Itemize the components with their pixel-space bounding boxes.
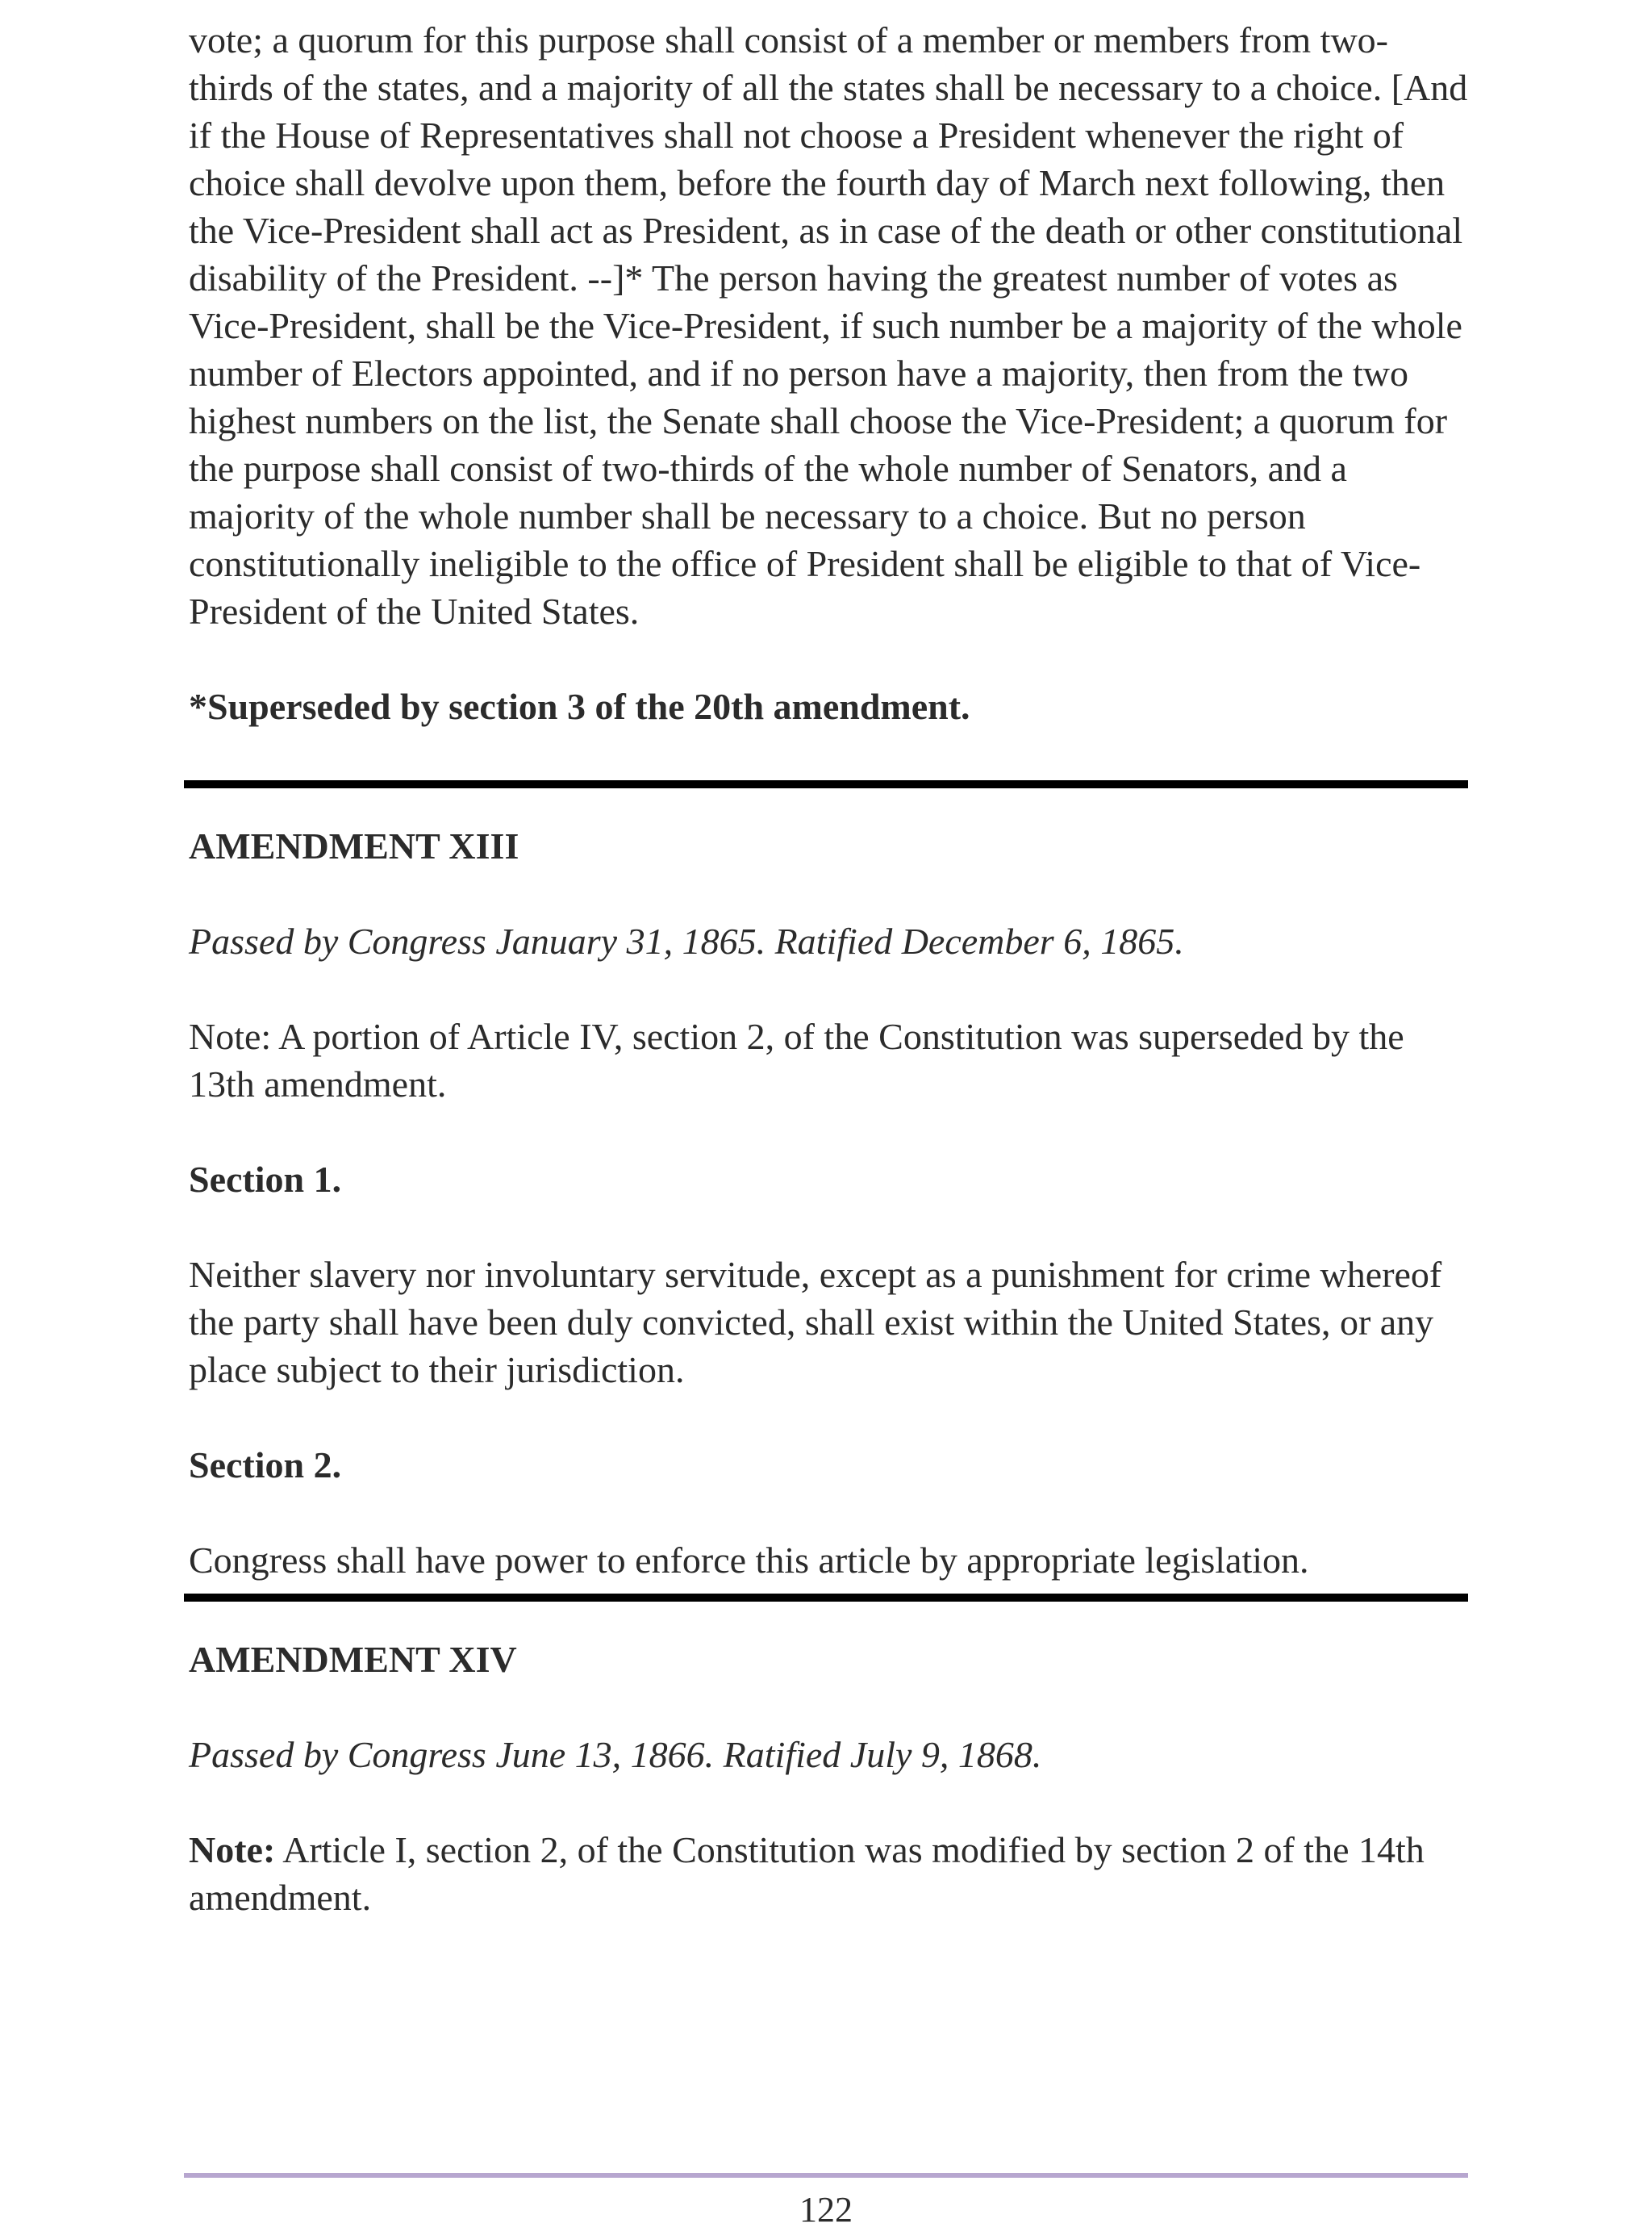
amendment-note bbox=[189, 1826, 1471, 1921]
section-divider bbox=[184, 1594, 1468, 1602]
passed-ratified-line: Passed by Congress June 13, 1866. Ratified July 9, 1868. bbox=[189, 1734, 1042, 1775]
section-text: Congress shall have power to enforce this article by appropriate legislation. bbox=[189, 1540, 1309, 1581]
intro-paragraph: vote; a quorum for this purpose shall consist of a member or members from two-thirds of the states, and a majority of all the states shall be necessary to a choice. [And if the House of Representatives shall not choose a President whenever the right of choice shall devolve upon them, before the fourth day of March next following, then the Vice-President shall act as President, as in case of the death or other constitutional disability of the President. --]* The person having the greatest number of votes as Vice-President, shall be the Vice-President, if such number be a majority of the whole number of Electors appointed, and if no person have a majority, then from the two highest numbers on the list, the Senate shall choose the Vice-President; a quorum for the purpose shall consist of two-thirds of the whole number of Senators, and a majority of the whole number shall be necessary to a choice. But no person constitutionally ineligible to the office of President shall be eligible to that of Vice-President of the United States. bbox=[189, 19, 1468, 632]
footer-divider bbox=[184, 2173, 1468, 2178]
section-heading: Section 2. bbox=[189, 1444, 342, 1485]
section-heading: Section 1. bbox=[189, 1159, 342, 1200]
superseded-footnote: *Superseded by section 3 of the 20th amendment. bbox=[189, 686, 970, 727]
amendment-title: AMENDMENT XIII bbox=[189, 825, 519, 867]
note-label: Note: bbox=[189, 1829, 276, 1870]
amendment-note: Note: A portion of Article IV, section 2, of the Constitution was superseded by the 13th amendment. bbox=[189, 1016, 1404, 1105]
section-divider bbox=[184, 780, 1468, 788]
page-number: 122 bbox=[799, 2190, 853, 2229]
page-content bbox=[189, 16, 1471, 1921]
amendment-xiii bbox=[189, 822, 1471, 1584]
amendment-xiv bbox=[189, 1636, 1471, 1921]
section-text: Neither slavery nor involuntary servitude, except as a punishment for crime whereof the party shall have been duly convicted, shall exist within the United States, or any place subject to their jurisdiction. bbox=[189, 1254, 1442, 1390]
passed-ratified-line: Passed by Congress January 31, 1865. Ratified December 6, 1865. bbox=[189, 921, 1184, 962]
note-text: Article I, section 2, of the Constitution was modified by section 2 of the 14th amendment. bbox=[189, 1829, 1425, 1918]
amendment-title: AMENDMENT XIV bbox=[189, 1639, 517, 1680]
